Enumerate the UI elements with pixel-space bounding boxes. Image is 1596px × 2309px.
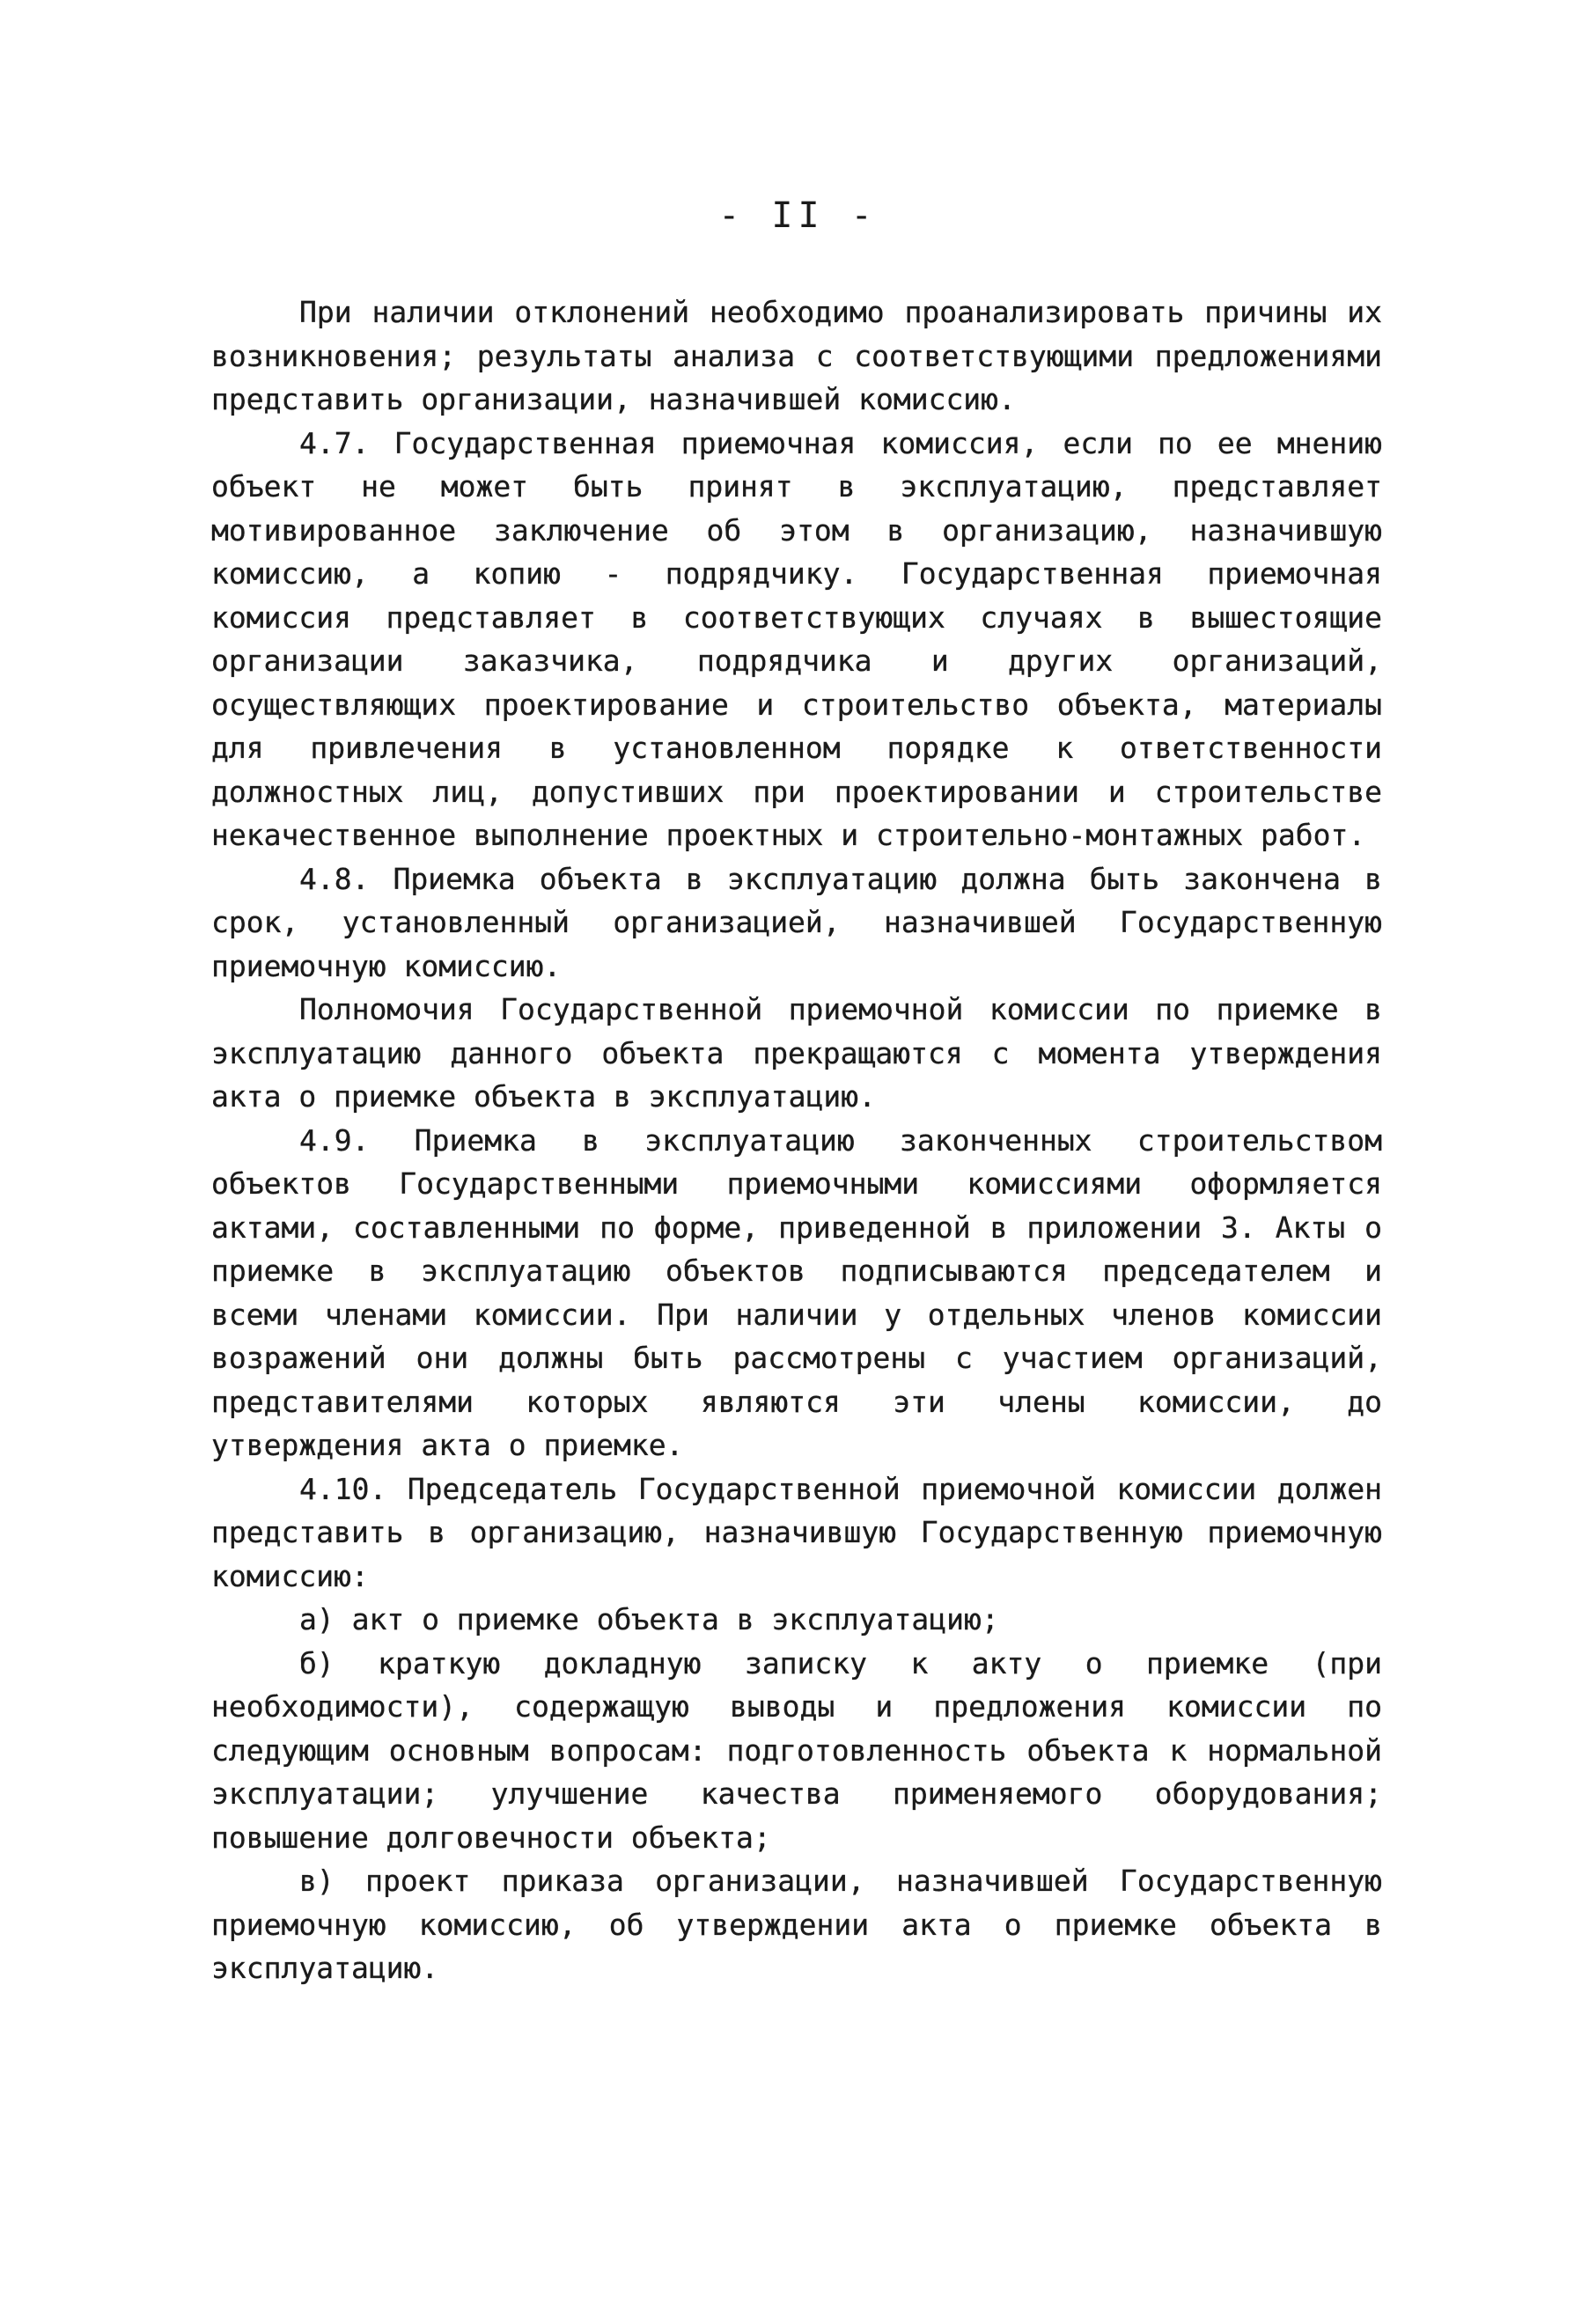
page-number: - II -	[718, 195, 878, 236]
paragraph-4-10: 4.10. Председатель Государственной приемочной комиссии должен представить в организацию, назначившую Государственную приемочную комиссию:	[211, 1471, 1382, 1593]
paragraph-deviations: При наличии отклонений необходимо проанализировать причины их возникновения; результаты анализа с соответствующими предложениями представить организации, назначившей комиссию.	[211, 295, 1382, 416]
paragraph-4-8: 4.8. Приемка объекта в эксплуатацию должна быть закончена в срок, установленный организацией, назначившей Государственную приемочную комиссию.	[211, 861, 1382, 983]
list-item-a: а) акт о приемке объекта в эксплуатацию;	[299, 1602, 999, 1636]
paragraph-4-9: 4.9. Приемка в эксплуатацию законченных строительством объектов Государственными приемочными комиссиями оформляется актами, составленными по форме, приведенной в приложении 3. Акты о приемке в эксплуатацию объектов подписываются председателем и всеми членами комиссии. При наличии у отдельных членов комиссии возражений они должны быть рассмотрены с участием организаций, представителями которых являются эти члены комиссии, до утверждения акта о приемке.	[211, 1122, 1382, 1462]
paragraph-authority: Полномочия Государственной приемочной комиссии по приемке в эксплуатацию данного объекта прекращаются с момента утверждения акта о приемке объекта в эксплуатацию.	[211, 992, 1382, 1114]
body-text	[211, 290, 1382, 1990]
list-item-v: в) проект приказа организации, назначившей Государственную приемочную комиссию, об утверждении акта о приемке объекта в эксплуатацию.	[211, 1864, 1382, 1985]
paragraph-4-7: 4.7. Государственная приемочная комиссия, если по ее мнению объект не может быть принят в эксплуатацию, представляет мотивированное заключение об этом в организацию, назначившую комиссию, а копию - подрядчику. Государственная приемочная комиссия представляет в соответствующих случаях в вышестоящие организации заказчика, подрядчика и других организаций, осуществляющих проектирование и строительство объекта, материалы для привлечения в установленном порядке к ответственности должностных лиц, допустивших при проектировании и строительстве некачественное выполнение проектных и строительно-монтажных работ.	[211, 425, 1382, 852]
list-item-b: б) краткую докладную записку к акту о приемке (при необходимости), содержащую выводы и предложения комиссии по следующим основным вопросам: подготовленность объекта к нормальной эксплуатации; улучшение качества применяемого оборудования; повышение долговечности объекта;	[211, 1645, 1382, 1855]
